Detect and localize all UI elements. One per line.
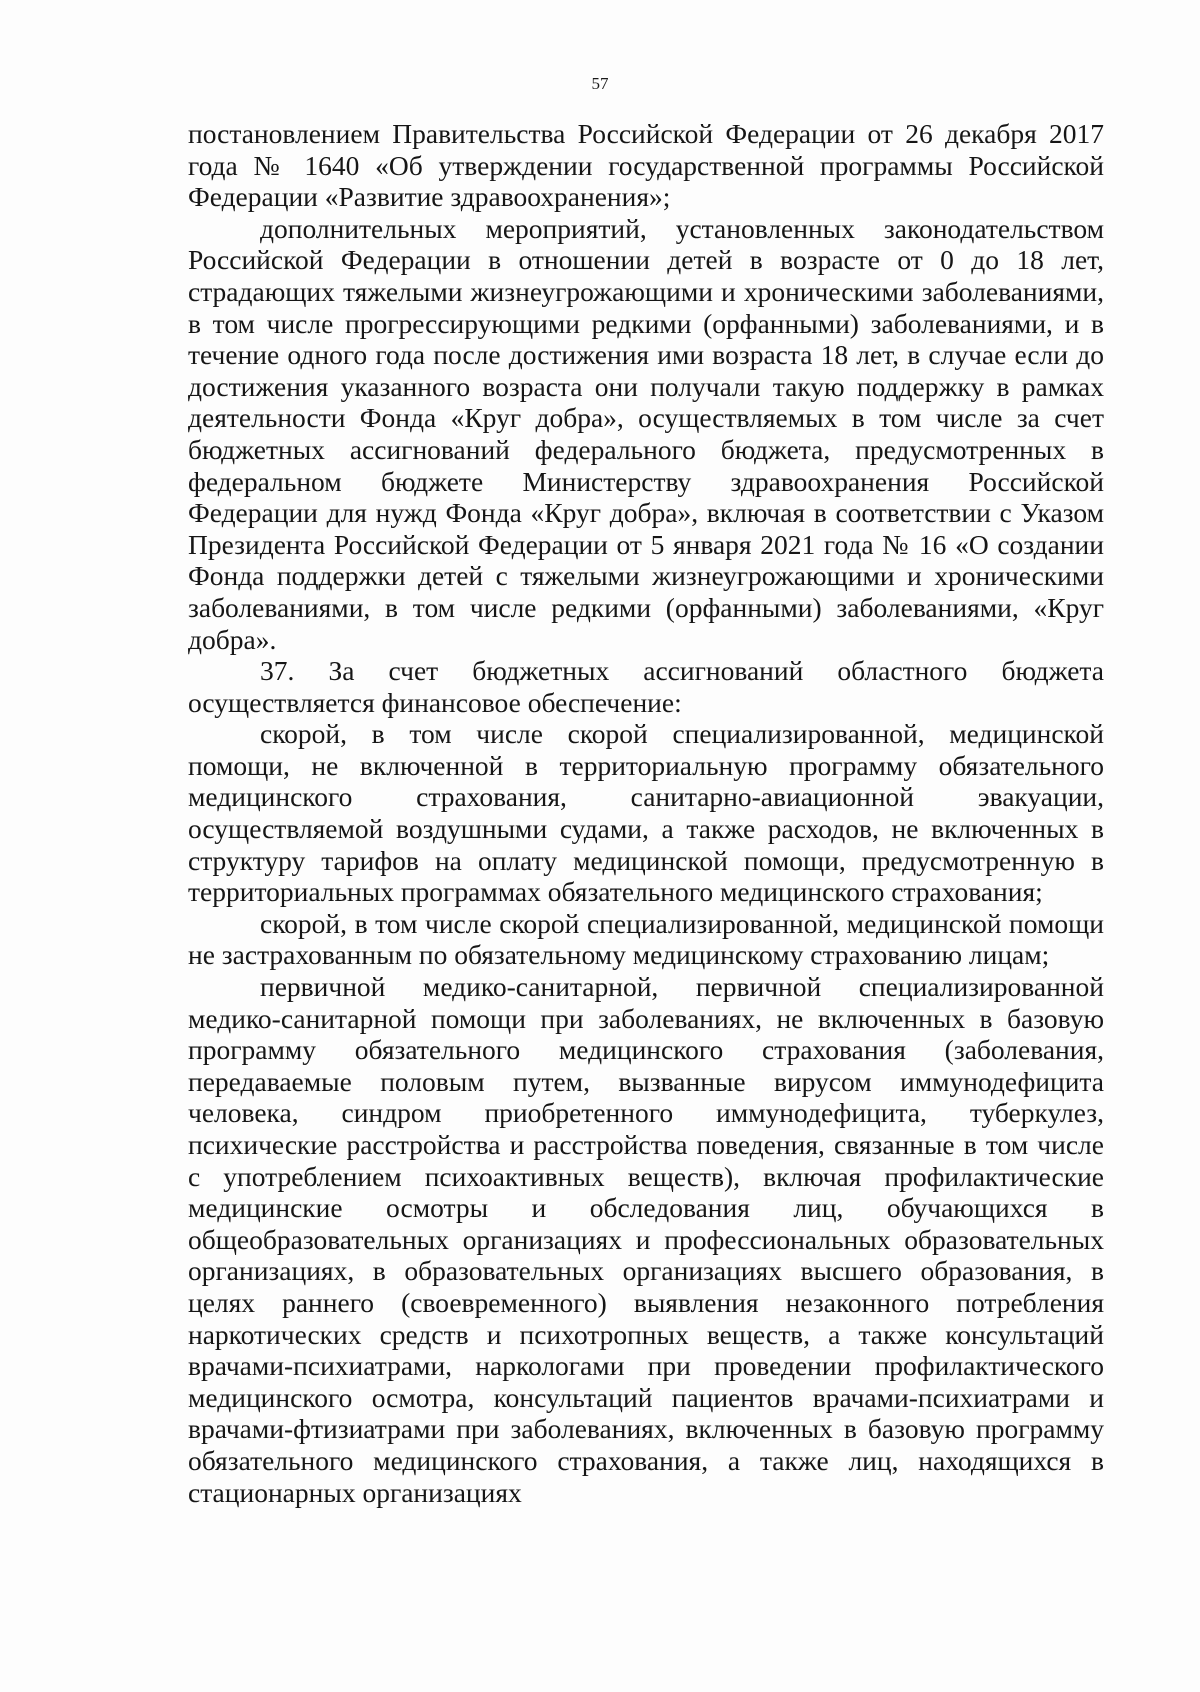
document-body xyxy=(188,118,1104,1508)
paragraph-primary-care: первичной медико-санитарной, первичной специализированной медико-санитарной помощи при заболеваниях, не включенных в базовую программу обязательного медицинского страхования (заболевания, передаваемые половым путем, вызванные вирусом иммунодефицита человека, синдром приобретенного иммунодефицита, туберкулез, психические расстройства и расстройства поведения, связанные в том числе с употреблением психоактивных веществ), включая профилактические медицинские осмотры и обследования лиц, обучающихся в общеобразовательных организациях и профессиональных образовательных организациях, в образовательных организациях высшего образования, в целях раннего (своевременного) выявления незаконного потребления наркотических средств и психотропных веществ, а также консультаций врачами-психиатрами, наркологами при проведении профилактического медицинского осмотра, консультаций пациентов врачами-психиатрами и врачами-фтизиатрами при заболеваниях, включенных в базовую программу обязательного медицинского страхования, а также лиц, находящихся в стационарных организациях xyxy=(188,971,1104,1508)
paragraph-additional-measures: дополнительных мероприятий, установленных законодательством Российской Федерации в отношении детей в возрасте от 0 до 18 лет, страдающих тяжелыми жизнеугрожающими и хроническими заболеваниями, в том числе прогрессирующими редкими (орфанными) заболеваниями, и в течение одного года после достижения ими возраста 18 лет, в случае если до достижения указанного возраста они получали такую поддержку в рамках деятельности Фонда «Круг добра», осуществляемых в том числе за счет бюджетных ассигнований федерального бюджета, предусмотренных в федеральном бюджете Министерству здравоохранения Российской Федерации для нужд Фонда «Круг добра», включая в соответствии с Указом Президента Российской Федерации от 5 января 2021 года № 16 «О создании Фонда поддержки детей с тяжелыми жизнеугрожающими и хроническими заболеваниями, в том числе редкими (орфанными) заболеваниями, «Круг добра». xyxy=(188,212,1104,655)
paragraph-emergency-care: скорой, в том числе скорой специализированной, медицинской помощи, не включенной в территориальную программу обязательного медицинского страхования, санитарно-авиационной эвакуации, осуществляемой воздушными судами, а также расходов, не включенных в структуру тарифов на оплату медицинской помощи, предусмотренную в территориальных программах обязательного медицинского страхования; xyxy=(188,718,1104,908)
paragraph-uninsured-care: скорой, в том числе скорой специализированной, медицинской помощи не застрахованным по обязательному медицинскому страхованию лицам; xyxy=(188,907,1104,971)
paragraph-continuation: постановлением Правительства Российской Федерации от 26 декабря 2017 года № 1640 «Об утверждении государственной программы Российской Федерации «Развитие здравоохранения»; xyxy=(188,118,1104,213)
paragraph-item-37: 37. За счет бюджетных ассигнований областного бюджета осуществляется финансовое обеспечение: xyxy=(188,655,1104,718)
page-number: 57 xyxy=(591,74,609,93)
